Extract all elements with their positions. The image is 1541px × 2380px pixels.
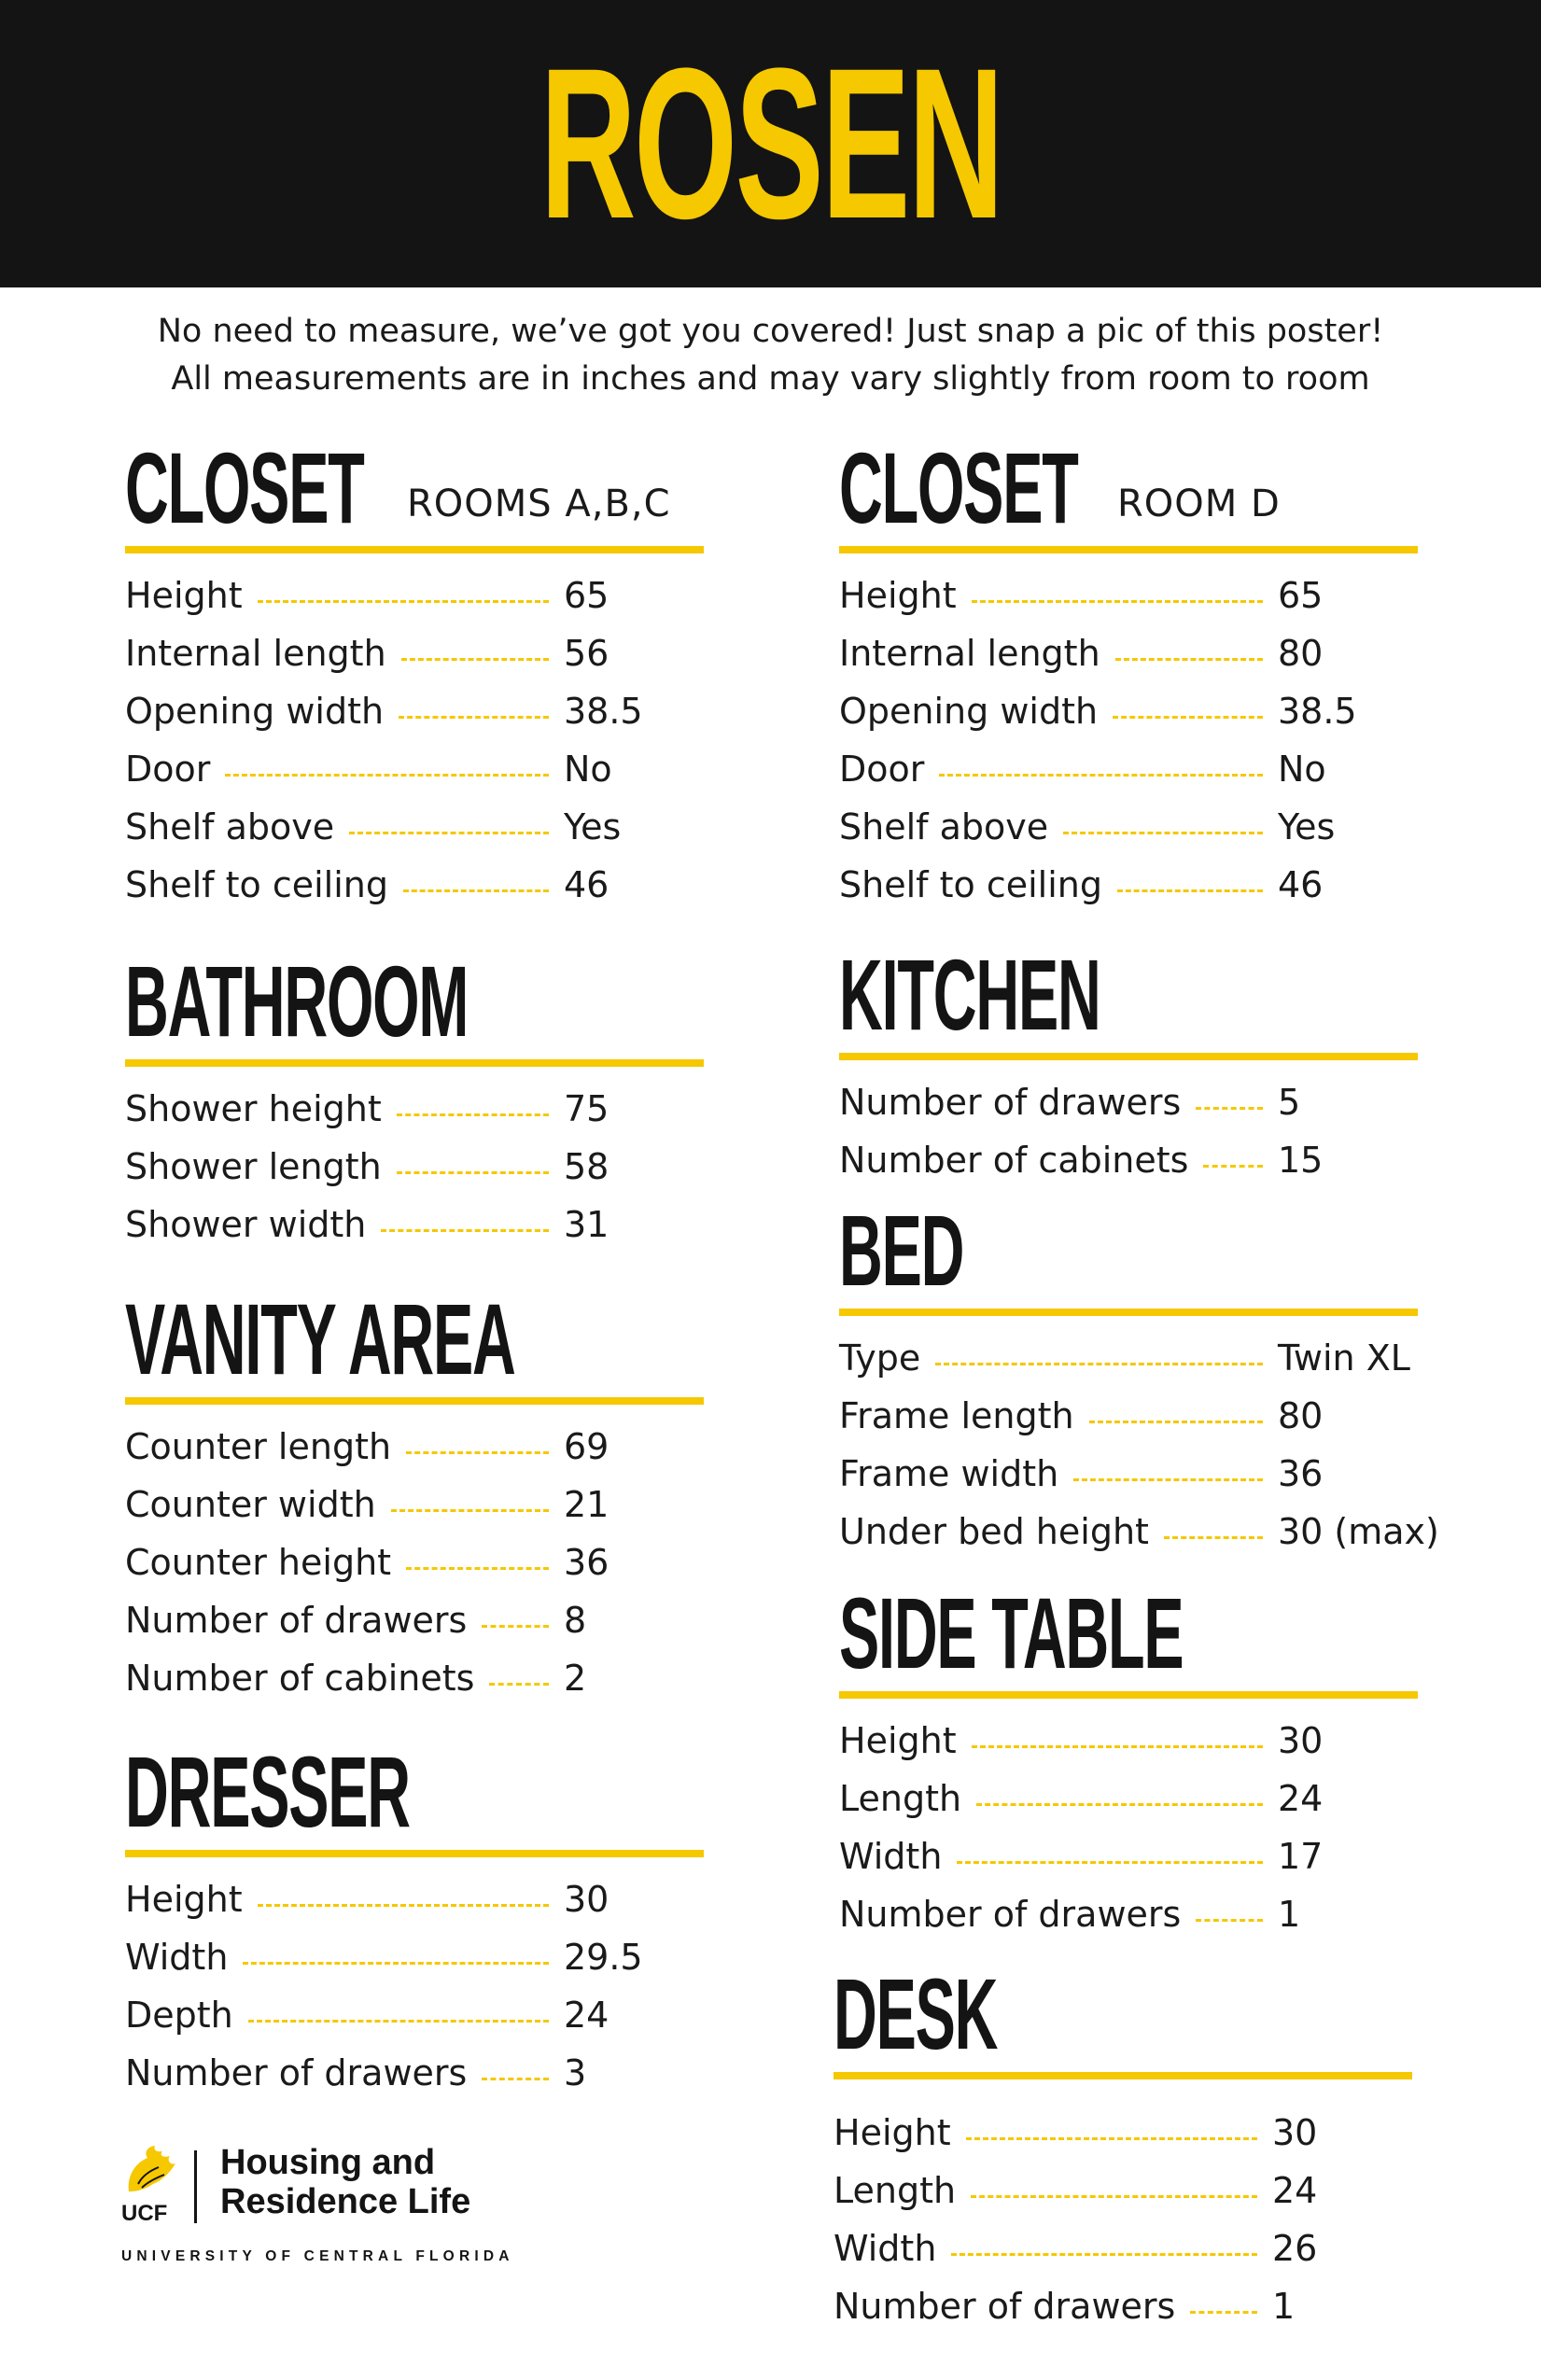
section-header [125, 1735, 704, 1857]
spec-label: Shelf above [125, 806, 335, 847]
section-header [839, 431, 1418, 553]
intro-line-2: All measurements are in inches and may vary slightly from room to room [171, 360, 1370, 398]
spec-row [839, 740, 1418, 798]
dashed-leader [972, 1745, 1263, 1748]
dashed-leader [391, 1509, 549, 1512]
dashed-leader [1073, 1478, 1263, 1481]
dashed-leader [1196, 1107, 1263, 1110]
spec-value: 58 [564, 1146, 609, 1187]
spec-value: 3 [564, 2052, 587, 2093]
spec-label: Shelf above [839, 806, 1049, 847]
spec-list [839, 1329, 1439, 1561]
spec-value: 30 (max) [1278, 1511, 1439, 1552]
spec-label: Frame width [839, 1453, 1059, 1494]
spec-label: Shower width [125, 1204, 367, 1245]
spec-label: Counter width [125, 1484, 376, 1525]
dashed-leader [225, 774, 549, 777]
ucf-mark-text: UCF [121, 2201, 168, 2226]
spec-row [125, 1533, 704, 1591]
spec-row [125, 798, 704, 856]
section-title: BED [839, 1194, 964, 1307]
dashed-leader [951, 2253, 1257, 2256]
spec-label: Height [839, 1720, 957, 1761]
spec-value: 15 [1278, 1140, 1324, 1181]
spec-value: 24 [1278, 1778, 1324, 1819]
dashed-leader [957, 1861, 1263, 1864]
spec-value: 31 [564, 1204, 609, 1245]
spec-list [839, 567, 1418, 914]
spec-value: 56 [564, 633, 609, 674]
section-header [125, 945, 704, 1067]
dashed-leader [397, 1171, 549, 1174]
spec-value: Yes [564, 806, 622, 847]
spec-label: Width [839, 1836, 943, 1877]
spec-value: 2 [564, 1658, 587, 1699]
spec-row [839, 856, 1418, 914]
spec-row [839, 1827, 1418, 1885]
spec-value: 24 [564, 1995, 609, 2036]
dashed-leader [966, 2137, 1257, 2140]
spec-row [125, 2044, 704, 2102]
spec-row [839, 567, 1418, 624]
spec-value: 30 [1278, 1720, 1324, 1761]
spec-row [125, 740, 704, 798]
dashed-leader [1063, 832, 1263, 834]
dashed-leader [381, 1229, 549, 1232]
spec-value: 38.5 [564, 691, 643, 732]
spec-value: 30 [1272, 2112, 1318, 2153]
spec-label: Depth [125, 1995, 233, 2036]
spec-list [125, 1870, 704, 2102]
spec-row [125, 1649, 704, 1707]
section-title: VANITY AREA [125, 1282, 515, 1395]
spec-row [125, 1986, 704, 2044]
spec-value: No [1278, 749, 1326, 790]
dashed-leader [976, 1803, 1263, 1806]
spec-value: 80 [1278, 1395, 1324, 1436]
logo-line-2: Residence Life [220, 2182, 471, 2221]
dashed-leader [258, 1904, 549, 1907]
spec-label: Height [125, 1879, 243, 1920]
spec-value: 24 [1272, 2170, 1318, 2211]
section-title: DRESSER [125, 1735, 410, 1848]
spec-row [125, 1196, 704, 1253]
spec-row [839, 1885, 1418, 1943]
spec-row [839, 1712, 1418, 1770]
section-closet-d [839, 431, 1418, 914]
spec-row [834, 2104, 1412, 2162]
spec-label: Width [125, 1937, 229, 1978]
spec-row [839, 1770, 1418, 1827]
spec-list [125, 1418, 704, 1707]
spec-row [125, 1080, 704, 1138]
spec-label: Shelf to ceiling [125, 864, 388, 905]
section-vanity-area [125, 1282, 704, 1707]
section-bathroom [125, 945, 704, 1253]
spec-value: 65 [1278, 575, 1324, 616]
spec-row [839, 1503, 1439, 1561]
spec-row [839, 624, 1418, 682]
spec-label: Shower height [125, 1088, 382, 1129]
spec-label: Counter length [125, 1426, 392, 1467]
spec-label: Frame length [839, 1395, 1074, 1436]
dashed-leader [349, 832, 549, 834]
spec-label: Opening width [125, 691, 385, 732]
spec-row [125, 1870, 704, 1928]
spec-value: 38.5 [1278, 691, 1357, 732]
spec-value: 5 [1278, 1082, 1301, 1123]
dashed-leader [243, 1962, 549, 1965]
spec-row [839, 1329, 1418, 1387]
spec-label: Number of cabinets [125, 1658, 475, 1699]
spec-row [839, 1131, 1418, 1189]
spec-value: 75 [564, 1088, 609, 1129]
spec-row [839, 1073, 1418, 1131]
spec-value: 21 [564, 1484, 609, 1525]
spec-row [125, 1138, 704, 1196]
spec-value: 30 [564, 1879, 609, 1920]
dashed-leader [406, 1451, 549, 1454]
dashed-leader [939, 774, 1263, 777]
spec-label: Height [839, 575, 957, 616]
spec-value: 46 [564, 864, 609, 905]
section-title: KITCHEN [839, 938, 1100, 1051]
dashed-leader [1115, 658, 1263, 661]
spec-row [839, 1387, 1418, 1445]
intro-text [0, 308, 1541, 403]
dashed-leader [482, 1625, 549, 1628]
spec-value: 36 [1278, 1453, 1324, 1494]
spec-list [834, 2104, 1412, 2335]
spec-value: Twin XL [1278, 1337, 1410, 1379]
spec-row [834, 2162, 1412, 2219]
spec-row [125, 567, 704, 624]
spec-label: Counter height [125, 1542, 392, 1583]
dashed-leader [397, 1113, 549, 1116]
section-header [839, 1194, 1418, 1316]
spec-label: Door [125, 749, 211, 790]
spec-label: Length [839, 1778, 962, 1819]
dashed-leader [1196, 1919, 1263, 1922]
spec-label: Under bed height [839, 1511, 1149, 1552]
spec-value: 29.5 [564, 1937, 643, 1978]
spec-row [125, 1928, 704, 1986]
dashed-leader [399, 716, 549, 719]
spec-row [125, 682, 704, 740]
section-bed [839, 1194, 1439, 1561]
spec-label: Height [125, 575, 243, 616]
spec-value: 65 [564, 575, 609, 616]
dashed-leader [1164, 1536, 1263, 1539]
spec-row [839, 1445, 1418, 1503]
spec-row [125, 1591, 704, 1649]
dashed-leader [971, 2195, 1257, 2198]
intro-line-1: No need to measure, we’ve got you covered! Just snap a pic of this poster! [157, 313, 1384, 350]
dashed-leader [935, 1363, 1263, 1365]
spec-value: 69 [564, 1426, 609, 1467]
spec-value: 26 [1272, 2228, 1318, 2269]
section-header [125, 431, 704, 553]
dashed-leader [482, 2078, 549, 2080]
spec-row [839, 798, 1418, 856]
section-header [834, 1957, 1412, 2079]
dashed-leader [972, 600, 1263, 603]
logo-wordmark [220, 2143, 470, 2221]
dashed-leader [1203, 1165, 1263, 1168]
spec-value: 1 [1278, 1894, 1301, 1935]
section-desk [834, 1957, 1412, 2335]
section-subtitle: ROOMS A,B,C [407, 483, 671, 525]
dashed-leader [1113, 716, 1263, 719]
spec-label: Height [834, 2112, 951, 2153]
dashed-leader [258, 600, 549, 603]
spec-label: Number of drawers [125, 1600, 468, 1641]
logo-line-1: Housing and [220, 2143, 436, 2182]
section-closet-abc [125, 431, 704, 914]
spec-row [125, 624, 704, 682]
spec-list [125, 1080, 704, 1253]
dashed-leader [406, 1567, 549, 1570]
spec-label: Width [834, 2228, 937, 2269]
spec-label: Number of drawers [839, 1894, 1182, 1935]
spec-list [839, 1073, 1418, 1189]
section-title: DESK [834, 1957, 998, 2070]
spec-value: 17 [1278, 1836, 1324, 1877]
spec-value: 1 [1272, 2286, 1296, 2327]
spec-value: 80 [1278, 633, 1324, 674]
section-header [125, 1282, 704, 1405]
spec-row [125, 1476, 704, 1533]
spec-label: Shower length [125, 1146, 382, 1187]
section-title: CLOSET [125, 431, 364, 544]
spec-row [125, 856, 704, 914]
spec-label: Internal length [839, 633, 1100, 674]
spec-label: Internal length [125, 633, 386, 674]
spec-label: Type [839, 1337, 921, 1379]
section-kitchen [839, 938, 1418, 1189]
university-name: UNIVERSITY OF CENTRAL FLORIDA [121, 2248, 514, 2264]
logo-divider [194, 2150, 197, 2223]
spec-row [834, 2219, 1412, 2277]
dashed-leader [1117, 889, 1263, 892]
dashed-leader [403, 889, 549, 892]
ucf-housing-logo [121, 2143, 532, 2274]
spec-row [125, 1418, 704, 1476]
section-dresser [125, 1735, 704, 2102]
spec-value: Yes [1278, 806, 1336, 847]
dashed-leader [489, 1683, 549, 1686]
section-title: CLOSET [839, 431, 1078, 544]
spec-label: Door [839, 749, 925, 790]
dashed-leader [1089, 1421, 1263, 1423]
spec-label: Opening width [839, 691, 1099, 732]
spec-list [125, 567, 704, 914]
section-title: SIDE TABLE [839, 1576, 1184, 1689]
spec-value: No [564, 749, 612, 790]
dashed-leader [248, 2020, 549, 2023]
spec-label: Number of drawers [839, 1082, 1182, 1123]
spec-row [834, 2277, 1412, 2335]
spec-value: 36 [564, 1542, 609, 1583]
spec-label: Length [834, 2170, 957, 2211]
spec-row [839, 682, 1418, 740]
spec-list [839, 1712, 1418, 1943]
section-title: BATHROOM [125, 945, 469, 1057]
section-subtitle: ROOM D [1117, 483, 1281, 525]
dashed-leader [1190, 2311, 1257, 2314]
dashed-leader [401, 658, 549, 661]
section-header [839, 1576, 1418, 1699]
section-header [839, 938, 1418, 1060]
spec-value: 8 [564, 1600, 587, 1641]
page-title: ROSEN [539, 23, 1002, 263]
spec-label: Number of drawers [125, 2052, 468, 2093]
header-banner [0, 0, 1541, 287]
spec-label: Number of drawers [834, 2286, 1176, 2327]
spec-label: Number of cabinets [839, 1140, 1189, 1181]
spec-label: Shelf to ceiling [839, 864, 1102, 905]
spec-value: 46 [1278, 864, 1324, 905]
section-side-table [839, 1576, 1418, 1943]
